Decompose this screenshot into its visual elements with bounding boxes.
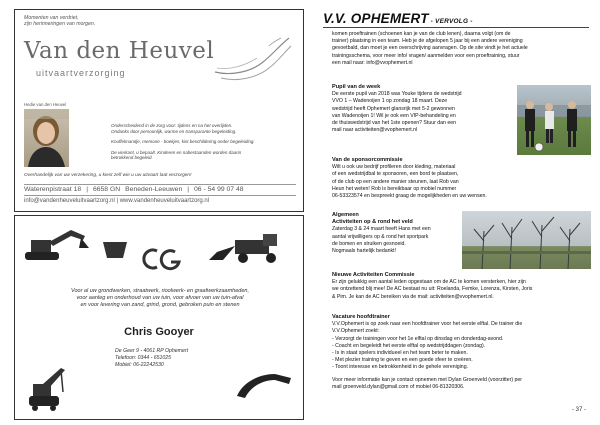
crane-icon bbox=[21, 366, 81, 412]
ad-paragraph: Onderscheidend in de zorg voor: tijdens en na het overlijden. Ondanks door persoonlijk, warme en transparante begeleiding. bbox=[111, 123, 237, 134]
section-title: Vacature hoofdtrainer bbox=[332, 314, 390, 320]
section-title: Nieuwe Activiteiten Commissie bbox=[332, 272, 415, 278]
excavator-icon bbox=[21, 226, 91, 264]
section-sponsor: Van de sponsorcommissie Wilt u ook uw bedrijf profileren door kleding, materiaal of een wedstrijdbal te sponsoren, een bord te plaatsen, of de club op een andere manier steunen, laat Rob van Heun het weten! Rob is bereikbaar op mobiel nummer 06-53323574 en bespreekt graag de mogelijkheden en uw wensen. bbox=[332, 157, 487, 200]
bucket-icon bbox=[101, 238, 129, 260]
ad-chris-gooyer bbox=[14, 215, 304, 420]
title-underline bbox=[323, 27, 589, 28]
ad-description bbox=[111, 123, 295, 166]
portrait-photo bbox=[24, 109, 69, 167]
hands-logo-icon bbox=[211, 32, 293, 84]
photo-caption: Hedie van den Heuvel bbox=[24, 102, 67, 107]
section-title: Algemeen bbox=[332, 212, 359, 218]
quote-line: Momenten van verdriet, bbox=[24, 15, 79, 21]
pupil-photo bbox=[517, 85, 591, 155]
ad-slogan: Overhandelijk van uw verzekering, u kiest zelf wie u uw uitvaart laat verzorgen! bbox=[24, 173, 192, 178]
section-commissie: Nieuwe Activiteiten Commissie Er zijn gelukkig een aantal leden opgestaan om de AC te komen versterken, hier zijn we ontzettend blij mee! De AC bestaat nu uit: Roelanda, Femke, Lorenza, Kirsten, Joris & Pim. Je kan de AC bereiken via de mail: activiteiten@vvophemert.nl. bbox=[332, 272, 533, 300]
section-title: Pupil van de week bbox=[332, 84, 381, 90]
ad-company-name: Chris Gooyer bbox=[124, 326, 194, 338]
ad-quote bbox=[24, 15, 95, 28]
ad-description: Voor al uw grondwerken, straatwerk, rioolwerk- en graafwerkzaamheden, voor aanleg en onderhoud van uw tuin, voor afvoer van uw tuin-afval en voor levering van zand, grind, grond, gebroken puin en stenen bbox=[70, 288, 250, 308]
section-title: Van de sponsorcommissie bbox=[332, 157, 403, 163]
ad-contact: De Geer 9 - 4061 RP Ophemert Telefoon: 0344 - 651025 Mobiel: 06-22242530 bbox=[115, 348, 189, 368]
ad-paragraph: De vierkant, u bepaalt. Kinderen en nabestaanden worden daarin betrokkend begeleid. bbox=[111, 149, 242, 160]
divider bbox=[24, 195, 296, 196]
divider bbox=[24, 184, 296, 185]
page-number: - 37 - bbox=[572, 407, 587, 413]
plough-icon bbox=[233, 368, 295, 400]
brand-name: Van den Heuvel bbox=[24, 38, 215, 64]
loader-icon bbox=[205, 232, 295, 264]
section-algemeen: Algemeen Activiteiten op & rond het veld Zaterdag 3 & 24 maart heeft Hans met een aantal vrijwilligers op & rond het sportpark de bomen en struiken gesnoeid. Nogmaals hartelijk bedankt! bbox=[332, 212, 431, 255]
ad-web-contact: info@vandenheuveluitvaartzorg.nl | www.vandenheuveluitvaartzorg.nl bbox=[24, 198, 210, 204]
section-vacature: Vacature hoofdtrainer V.V.Ophemert is op zoek naar een hoofdtrainer voor het eerste elftal. De trainer die V.V.Ophemert zoekt: - Verzorgt de trainingen voor het 1e elftal op dinsdag en donderdag-avond. - Coacht en begeleidt het eerste elftal op wedstrijddagen (zondag). - Is in staat spelers individueel en het team beter te maken. - Met plezier training te geven en een goede sfeer te creëren. - Toont interesse en betrokkenheid in de gehele vereniging. Voor meer informatie kan je contact opnemen met Dylan Groenveld (voorzitter) per mail groenveld.dylan@gmail.com of mobiel 06-81320306. bbox=[332, 314, 523, 390]
intro-text: komen proeftrainen (schoenen kan je van de club lenen), daarna volgt (om de trainer) plaatsing in een team. Heb je de afgelopen 5 jaar bij een andere vereniging gevoetbald, dan moet je een overschrijving aanvragen. Op de site vindt je het actuele trainingsschema, voor meer info/ vragen/ aanmelden voor een proeftraining, stuur een mail naar: info@vvophemert.nl bbox=[332, 31, 528, 66]
title-suffix: - VERVOLG - bbox=[428, 18, 473, 25]
section-subtitle: Activiteiten op & rond het veld bbox=[332, 219, 413, 226]
quote-line: zijn herinneringen van morgen. bbox=[24, 21, 96, 28]
brand-tagline: uitvaartverzorging bbox=[36, 68, 126, 78]
trees-photo bbox=[462, 211, 591, 269]
ad-address: Waterenpistraat 18 | 6658 GN Beneden-Leeuwen | 06 - 54 99 07 48 bbox=[24, 186, 244, 193]
ad-paragraph: Knuffelmandje, memorie - boekjes, kist beschildering onder begeleiding. bbox=[111, 139, 255, 144]
page-title: V.V. OPHEMERT - VERVOLG - bbox=[323, 11, 473, 26]
ad-uitvaartverzorging bbox=[14, 9, 304, 212]
section-pupil: Pupil van de week De eerste pupil van 2018 was Youke tijdens de wedstrijd VVO 1 – Wadenoijen 1 op zondag 18 maart. Deze wedstrijd heeft Ophemert glansrijk met 5-2 gewonnen van Wadenoijen 1! Wil je ook een VIP-behandeling en de thuiswedstrijd van het 1ste openen? Stuur dan een mail naar activiteiten@vvophemert.nl bbox=[332, 84, 462, 134]
cg-logo-icon bbox=[135, 246, 187, 272]
